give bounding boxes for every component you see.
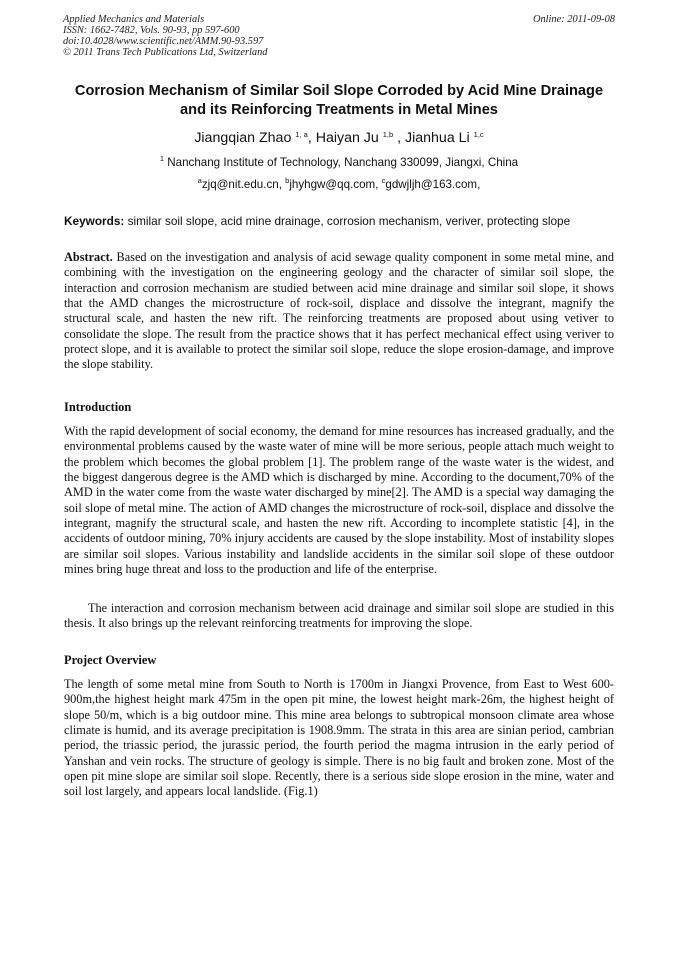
keywords-label: Keywords:: [64, 214, 125, 228]
email-mark: b: [285, 176, 290, 185]
author-name: Haiyan Ju: [315, 130, 379, 146]
journal-copyright: © 2011 Trans Tech Publications Ltd, Switzerland: [63, 47, 268, 58]
abstract-text: Based on the investigation and analysis of acid sewage quality component in some metal mine, and combining with the investigation on the engineering geology and the character of similar soil slope, the interaction and corrosion mechanism are studied between acid mine drainage and similar soil slope, it shows that the AMD changes the microstructure of rock-soil, displace and dissolve the integrant, magnify the structural scale, and hasten the new rift. The reinforcing treatments are proposed about using vetiver to consolidate the slope. The result from the practice shows that it has perfect mechanical effect using veriver to protect slope, and it is available to protect the similar soil slope, reduce the slope erosion-damage, and improve the slope stability.: [64, 250, 614, 372]
author-separator: ,: [307, 130, 316, 146]
journal-header: [63, 14, 615, 58]
author-emails: [60, 177, 618, 192]
email-address[interactable]: zjq@nit.edu.cn,: [201, 178, 286, 191]
abstract: [64, 250, 614, 373]
paper-title: Corrosion Mechanism of Similar Soil Slope Corroded by Acid Mine Drainage and its Reinforcing Treatments in Metal Mines: [74, 83, 604, 118]
author-affil-mark: 1,c: [473, 130, 484, 139]
keywords: [64, 214, 624, 229]
email-address[interactable]: jhyhgw@qq.com,: [289, 178, 382, 191]
journal-doi: doi:10.4028/www.scientific.net/AMM.90-93.597: [63, 36, 264, 47]
author-affil-mark: 1, a: [295, 130, 308, 139]
project-overview-paragraph: The length of some metal mine from South to North is 1700m in Jiangxi Provence, from East to West 600-900m,the highest height mark 475m in the open pit mine, the lowest height mark-26m, the highest height of slope 50/m, which is a big outdoor mine. This mine area belongs to subtropical monsoon climate area whose climate is humid, and its average precipitation is 1908.9mm. The strata in this area are sinian period, cambrian period, the triassic period, the jurassic period, the fourth period the magma intrusion in the early period of Yanshan and vein rocks. The structure of geology is simple. There is no big fault and broken zone. Most of the open pit mine slope are similar soil slope. Recently, there is a serious side slope erosion in the mine, water and soil lost largely, and appears local landslide. (Fig.1): [64, 677, 614, 799]
online-date: Online: 2011-09-08: [532, 14, 615, 25]
email-address[interactable]: gdwjljh@163.com,: [385, 178, 481, 191]
email-mark: c: [381, 176, 386, 185]
author-separator: ,: [393, 130, 406, 146]
section-heading-project-overview: Project Overview: [64, 653, 157, 667]
journal-issn: ISSN: 1662-7482, Vols. 90-93, pp 597-600: [63, 25, 240, 36]
journal-name: Applied Mechanics and Materials: [63, 14, 205, 25]
email-mark: a: [197, 176, 202, 185]
keywords-text: similar soil slope, acid mine drainage, corrosion mechanism, veriver, protecting slope: [124, 214, 571, 228]
author-name: Jiangqian Zhao: [194, 130, 292, 146]
affiliation: [60, 155, 618, 170]
introduction-paragraph-2: The interaction and corrosion mechanism between acid drainage and similar soil slope are studied in this thesis. It also brings up the relevant reinforcing treatments for improving the slope.: [64, 601, 614, 631]
author-name: Jianhua Li: [405, 130, 470, 146]
affiliation-text: Nanchang Institute of Technology, Nanchang 330099, Jiangxi, China: [167, 156, 519, 169]
introduction-paragraph-1: With the rapid development of social economy, the demand for mine resources has increased gradually, and the environmental problems caused by the waste water of mine will be more serious, people attach much weight to the problem which becomes the global problem [1]. The problem range of the waste water is the widest, and the biggest dangerous degree is the AMD which is discharged by mine. According to the document,70% of the AMD in the water come from the waste water discharged by mine[2]. The AMD is a special way damaging the soil slope of metal mine. The action of AMD changes the microstructure of rock-soil, displace and dissolve the integrant, magnify the structural scale, and hasten the new rift. According to incomplete statistic [4], in the accidents of outdoor mining, 70% injury accidents are caused by the slope instability. Most of instability slopes are similar soil slopes. Various instability and landslide accidents in the similar soil slope of these outdoor mines bring huge threat and loss to the production and life of the enterprise.: [64, 424, 614, 577]
author-affil-mark: 1,b: [382, 130, 394, 139]
affiliation-mark: 1: [159, 154, 165, 163]
section-heading-introduction: Introduction: [64, 400, 132, 414]
author-list: [60, 129, 618, 147]
abstract-label: Abstract.: [64, 250, 113, 264]
